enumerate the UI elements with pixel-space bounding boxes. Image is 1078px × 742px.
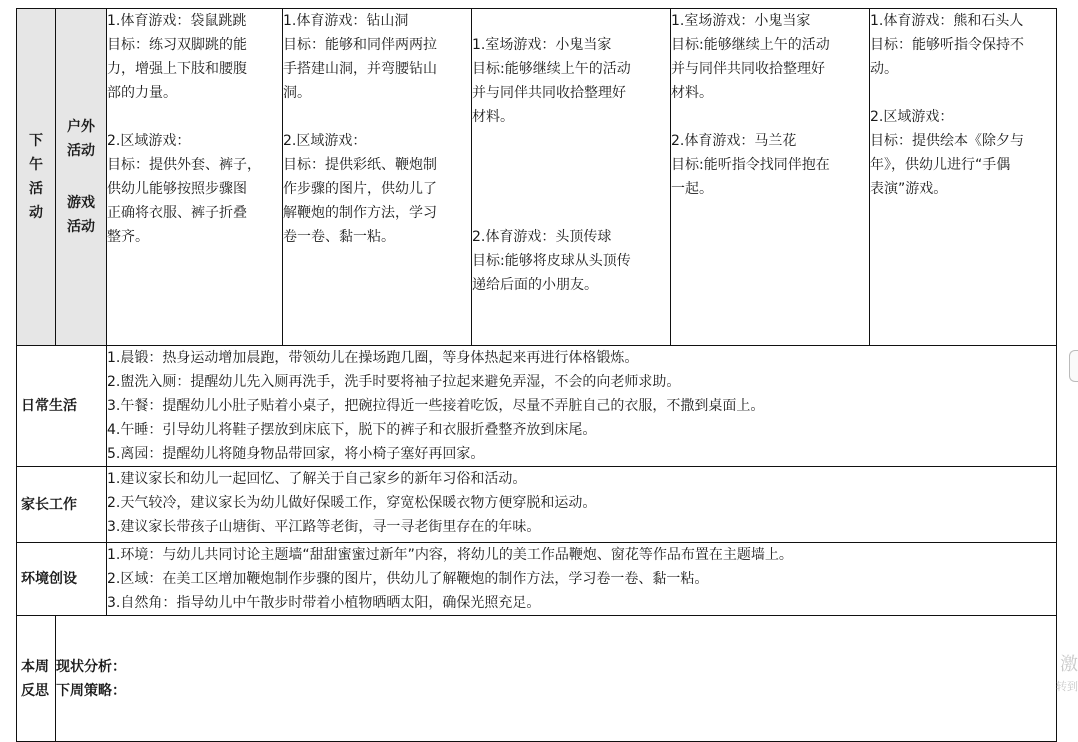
game-activity-label: 游戏 活动	[67, 195, 95, 235]
activity-text-line: 供幼儿能够按照步骤图	[107, 181, 247, 197]
activity-text-line: 2.区域游戏：	[870, 109, 954, 125]
day-cell-4	[671, 9, 870, 346]
environment-row	[17, 543, 1057, 616]
activity-text-line: 1.室场游戏：小鬼当家	[671, 13, 811, 29]
list-item: 2.天气较冷，建议家长为幼儿做好保暖工作，穿宽松保暖衣物方便穿脱和运动。	[107, 495, 597, 511]
activity-text-line: 年》，供幼儿进行“手偶	[870, 157, 1011, 173]
day-cell-3	[472, 9, 671, 346]
blank-line	[283, 105, 471, 129]
activity-text-line: 动。	[870, 61, 898, 77]
reflection-content	[56, 616, 1057, 742]
environment-label: 环境创设	[17, 543, 107, 616]
activity-text-line: 2.体育游戏：马兰花	[671, 133, 797, 149]
activity-text-line: 目标：练习双脚跳的能	[107, 37, 247, 53]
activity-text-line: 目标:能够继续上午的活动	[472, 61, 631, 77]
activity-text-line: 递给后面的小朋友。	[472, 277, 598, 293]
list-item: 1.环境：与幼儿共同讨论主题墙“甜甜蜜蜜过新年”内容，将幼儿的美工作品鞭炮、窗花等作品布置在主题墙上。	[107, 547, 793, 563]
weekly-plan-sheet	[16, 8, 1056, 721]
day-cell-2	[283, 9, 472, 346]
blank-line	[870, 81, 1056, 105]
activity-text-line: 2.区域游戏：	[107, 133, 191, 149]
side-panel-handle[interactable]	[1069, 350, 1078, 382]
daily-life-row	[17, 346, 1057, 467]
activity-text-line: 目标:能够将皮球从头顶传	[472, 253, 631, 269]
activity-text-line: 整齐。	[107, 229, 149, 245]
activity-text-line: 1.室场游戏：小鬼当家	[472, 37, 612, 53]
activity-text-line: 材料。	[671, 85, 713, 101]
blank-line	[107, 105, 282, 129]
list-item: 4.午睡：引导幼儿将鞋子摆放到床底下，脱下的裤子和衣服折叠整齐放到床尾。	[107, 422, 597, 438]
activity-text-line: 目标:能够继续上午的活动	[671, 37, 830, 53]
parents-items	[107, 467, 1057, 543]
activity-text-line: 材料。	[472, 109, 514, 125]
activity-text-line: 1.体育游戏：袋鼠跳跳	[107, 13, 247, 29]
activity-text-line: 1.体育游戏：熊和石头人	[870, 13, 1024, 29]
blank-line	[472, 9, 670, 33]
activity-text-line: 卷一卷、黏一粘。	[283, 229, 395, 245]
list-item: 1.建议家长和幼儿一起回忆、了解关于自己家乡的新年习俗和活动。	[107, 471, 527, 487]
weekly-plan-table	[16, 8, 1057, 742]
day-cell-5	[870, 9, 1057, 346]
afternoon-label: 下 午 活 动	[17, 9, 56, 346]
blank-line	[472, 129, 670, 153]
activity-text-line: 目标：提供绘本《除夕与	[870, 133, 1024, 149]
activity-text-line: 表演”游戏。	[870, 181, 948, 197]
activity-text-line: 2.区域游戏：	[283, 133, 367, 149]
blank-line	[671, 105, 869, 129]
list-item: 3.午餐：提醒幼儿小肚子贴着小桌子，把碗拉得近一些接着吃饭，尽量不弄脏自己的衣服，不撒到桌面上。	[107, 398, 765, 414]
list-item: 5.离园：提醒幼儿将随身物品带回家，将小椅子塞好再回家。	[107, 446, 485, 462]
activity-text-line: 部的力量。	[107, 85, 177, 101]
list-item: 2.盥洗入厕：提醒幼儿先入厕再洗手，洗手时要将袖子拉起来避免弄湿，不会的向老师求助。	[107, 374, 681, 390]
activity-text-line: 手搭建山洞，并弯腰钻山	[283, 61, 437, 77]
environment-items	[107, 543, 1057, 616]
list-item: 3.自然角：指导幼儿中午散步时带着小植物晒晒太阳，确保光照充足。	[107, 595, 541, 611]
activity-text-line: 并与同伴共同收拾整理好	[472, 85, 626, 101]
next-week-strategy-label: 下周策略：	[56, 682, 126, 699]
activity-text-line: 目标:能听指令找同伴抱在	[671, 157, 830, 173]
list-item: 3.建议家长带孩子山塘街、平江路等老街，寻一寻老街里存在的年味。	[107, 519, 541, 535]
blank-line	[472, 153, 670, 177]
parents-row	[17, 467, 1057, 543]
activity-text-line: 作步骤的图片，供幼儿了	[283, 181, 437, 197]
activity-text-line: 目标：能够听指令保持不	[870, 37, 1024, 53]
activity-text-line: 洞。	[283, 85, 311, 101]
activity-text-line: 2.体育游戏：头顶传球	[472, 229, 612, 245]
activity-text-line: 1.体育游戏：钻山洞	[283, 13, 409, 29]
activity-text-line: 目标：提供外套、裤子，	[107, 157, 261, 173]
activity-text-line: 目标：能够和同伴两两拉	[283, 37, 437, 53]
activity-text-line: 并与同伴共同收拾整理好	[671, 61, 825, 77]
day-cell-1	[107, 9, 283, 346]
list-item: 1.晨锻：热身运动增加晨跑，带领幼儿在操场跑几圈，等身体热起来再进行体格锻炼。	[107, 350, 639, 366]
blank-line	[472, 201, 670, 225]
activity-text-line: 解鞭炮的制作方法，学习	[283, 205, 437, 221]
activity-text-line: 目标：提供彩纸、鞭炮制	[283, 157, 437, 173]
activity-text-line: 力，增强上下肢和腰腹	[107, 61, 247, 77]
reflection-row	[17, 616, 1057, 742]
daily-life-items	[107, 346, 1057, 467]
reflection-label: 本周反思	[17, 616, 56, 742]
parents-label: 家长工作	[17, 467, 107, 543]
status-analysis-label: 现状分析：	[56, 658, 126, 675]
activity-text-line: 正确将衣服、裤子折叠	[107, 205, 247, 221]
afternoon-row	[17, 9, 1057, 346]
afternoon-sublabels	[56, 9, 107, 346]
activity-text-line: 一起。	[671, 181, 713, 197]
watermark: 激 转到	[1056, 654, 1078, 693]
blank-line	[472, 177, 670, 201]
outdoor-activity-label: 户外 活动	[67, 119, 95, 159]
list-item: 2.区域：在美工区增加鞭炮制作步骤的图片，供幼儿了解鞭炮的制作方法，学习卷一卷、黏一粘。	[107, 571, 709, 587]
daily-life-label: 日常生活	[17, 346, 107, 467]
